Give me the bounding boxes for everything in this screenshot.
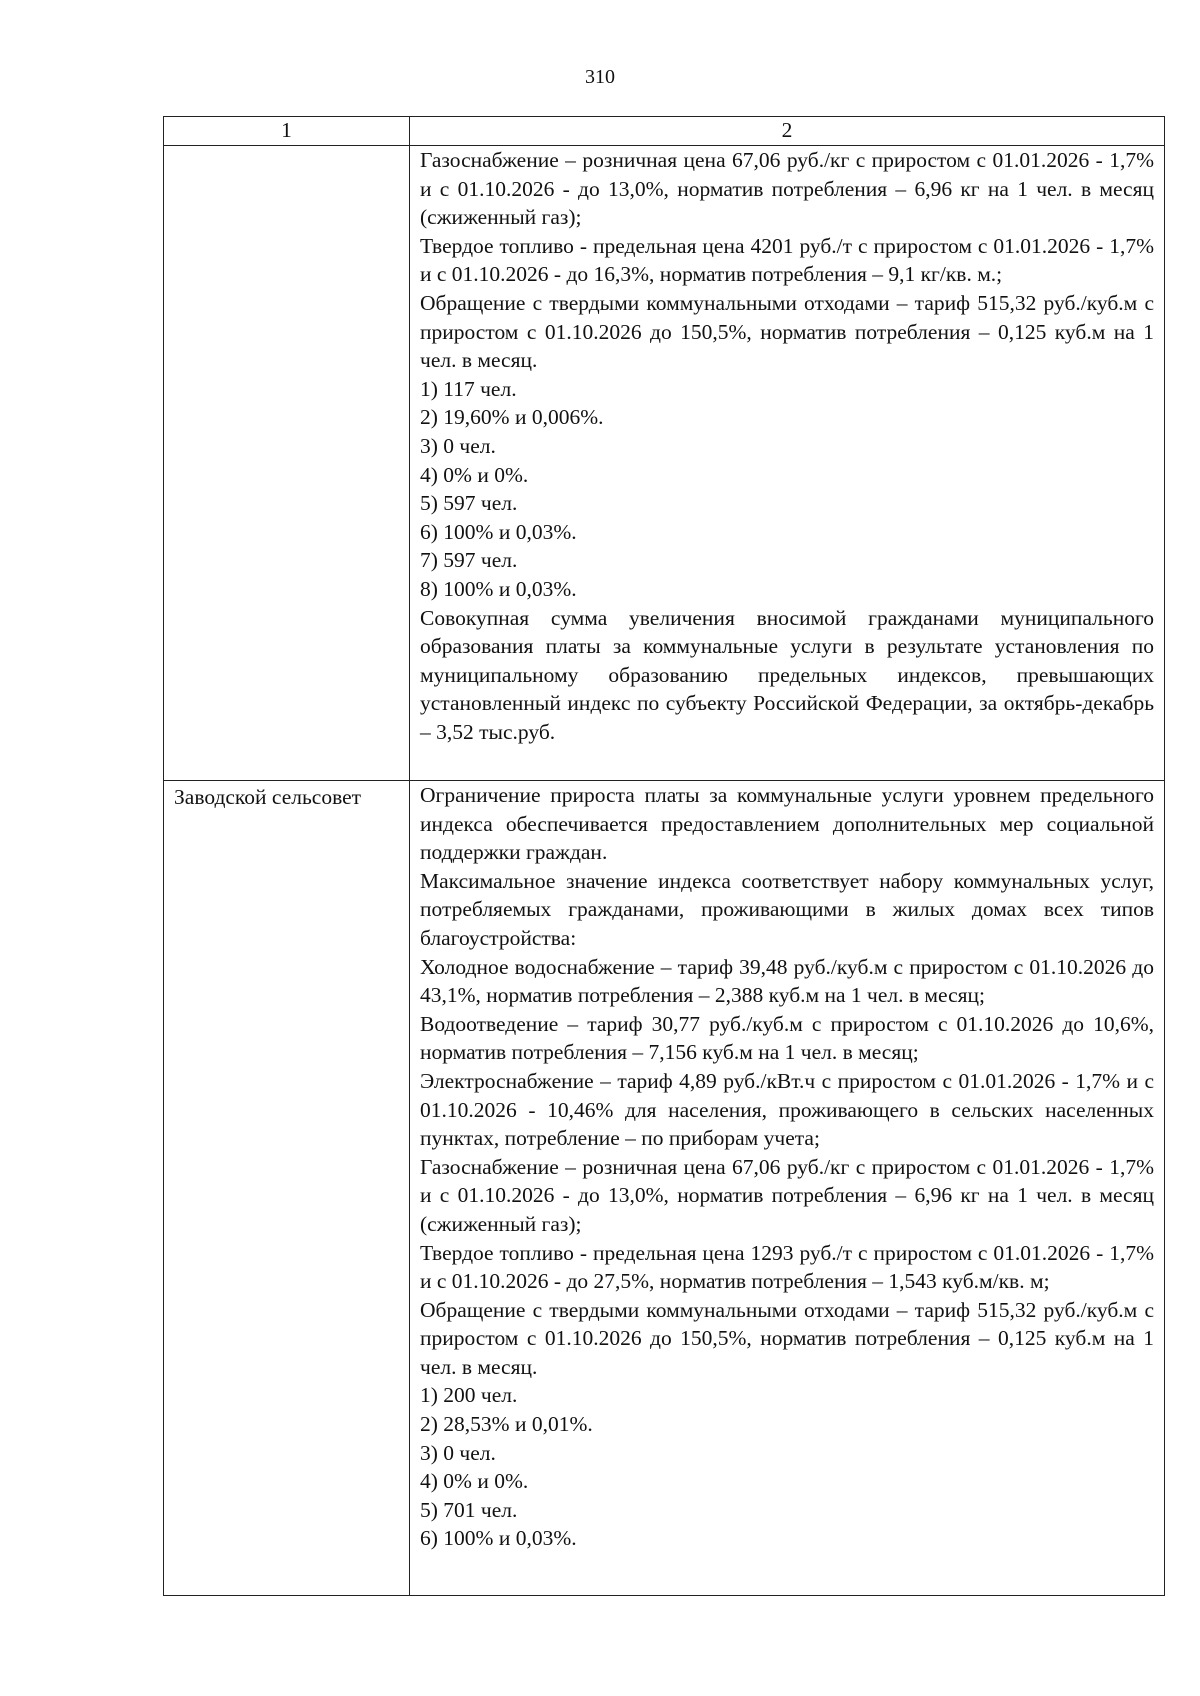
list-item: 3) 0 чел. (420, 1440, 496, 1465)
tariff-paragraph-waste: Обращение с твердыми коммунальными отходами – тариф 515,32 руб./куб.м с приростом с 01.10.2026 до 150,5%, норматив потребления – 0,125 куб.м на 1 чел. в месяц. (420, 1297, 1154, 1379)
list-item: 5) 597 чел. (420, 491, 518, 516)
table-row (164, 146, 1165, 781)
list-item: 1) 200 чел. (420, 1383, 518, 1408)
tariff-paragraph-waste: Обращение с твердыми коммунальными отходами – тариф 515,32 руб./куб.м с приростом с 01.10.2026 до 150,5%, норматив потребления – 0,125 куб.м на 1 чел. в месяц. (420, 290, 1154, 373)
list-item: 5) 701 чел. (420, 1497, 518, 1522)
table-header-row (164, 117, 1165, 146)
column-header-2: 2 (410, 117, 1165, 146)
tariff-paragraph-sewage: Водоотведение – тариф 30,77 руб./куб.м с приростом с 01.10.2026 до 10,6%, норматив потребления – 7,156 куб.м на 1 чел. в месяц; (420, 1011, 1154, 1065)
index-paragraph: Максимальное значение индекса соответствует набору коммунальных услуг, потребляемых гражданами, проживающими в жилых домах всех типов благоустройства: (420, 868, 1154, 950)
intro-paragraph: Ограничение прироста платы за коммунальные услуги уровнем предельного индекса обеспечивается предоставлением дополнительных мер социальной поддержки граждан. (420, 783, 1154, 865)
municipality-cell: Заводской сельсовет (164, 781, 410, 1596)
list-item: 2) 28,53% и 0,01%. (420, 1412, 593, 1437)
municipality-cell (164, 146, 410, 781)
list-item: 2) 19,60% и 0,006%. (420, 405, 604, 430)
table-row (164, 781, 1165, 1596)
tariff-paragraph-gas: Газоснабжение – розничная цена 67,06 руб./кг с приростом с 01.01.2026 - 1,7% и с 01.10.2026 - до 13,0%, норматив потребления – 6,96 кг на 1 чел. в месяц (сжиженный газ); (420, 148, 1154, 230)
list-item: 3) 0 чел. (420, 433, 496, 458)
tariff-paragraph-electricity: Электроснабжение – тариф 4,89 руб./кВт.ч с приростом с 01.01.2026 - 1,7% и с 01.10.2026 - 10,46% для населения, проживающего в сельских населенных пунктах, потребление – по приборам учета; (420, 1068, 1154, 1151)
tariff-paragraph-gas: Газоснабжение – розничная цена 67,06 руб./кг с приростом с 01.01.2026 - 1,7% и с 01.10.2026 - до 13,0%, норматив потребления – 6,96 кг на 1 чел. в месяц (сжиженный газ); (420, 1154, 1154, 1236)
column-header-1: 1 (164, 117, 410, 146)
tariff-paragraph-solid-fuel: Твердое топливо - предельная цена 4201 руб./т с приростом с 01.01.2026 - 1,7% и с 01.10.2026 - до 16,3%, норматив потребления – 9,1 кг/кв. м.; (420, 233, 1154, 287)
list-item: 7) 597 чел. (420, 548, 518, 573)
municipal-index-table (163, 116, 1165, 1596)
page-number: 310 (585, 66, 615, 88)
description-cell (410, 781, 1165, 1596)
tariff-paragraph-solid-fuel: Твердое топливо - предельная цена 1293 руб./т с приростом с 01.01.2026 - 1,7% и с 01.10.2026 - до 27,5%, норматив потребления – 1,543 куб.м/кв. м; (420, 1240, 1154, 1294)
list-item: 1) 117 чел. (420, 376, 517, 401)
list-item: 6) 100% и 0,03%. (420, 1526, 577, 1551)
summary-paragraph: Совокупная сумма увеличения вносимой гражданами муниципального образования платы за коммунальные услуги в результате установления по муниципальному образованию предельных индексов, превышающих установленный индекс по субъекту Российской Федерации, за октябрь-декабрь – 3,52 тыс.руб. (420, 605, 1154, 744)
description-cell (410, 146, 1165, 781)
list-item: 4) 0% и 0%. (420, 462, 529, 487)
list-item: 8) 100% и 0,03%. (420, 576, 577, 601)
list-item: 6) 100% и 0,03%. (420, 519, 577, 544)
tariff-paragraph-cold-water: Холодное водоснабжение – тариф 39,48 руб./куб.м с приростом с 01.10.2026 до 43,1%, норматив потребления – 2,388 куб.м на 1 чел. в месяц; (420, 954, 1154, 1008)
list-item: 4) 0% и 0%. (420, 1469, 529, 1494)
